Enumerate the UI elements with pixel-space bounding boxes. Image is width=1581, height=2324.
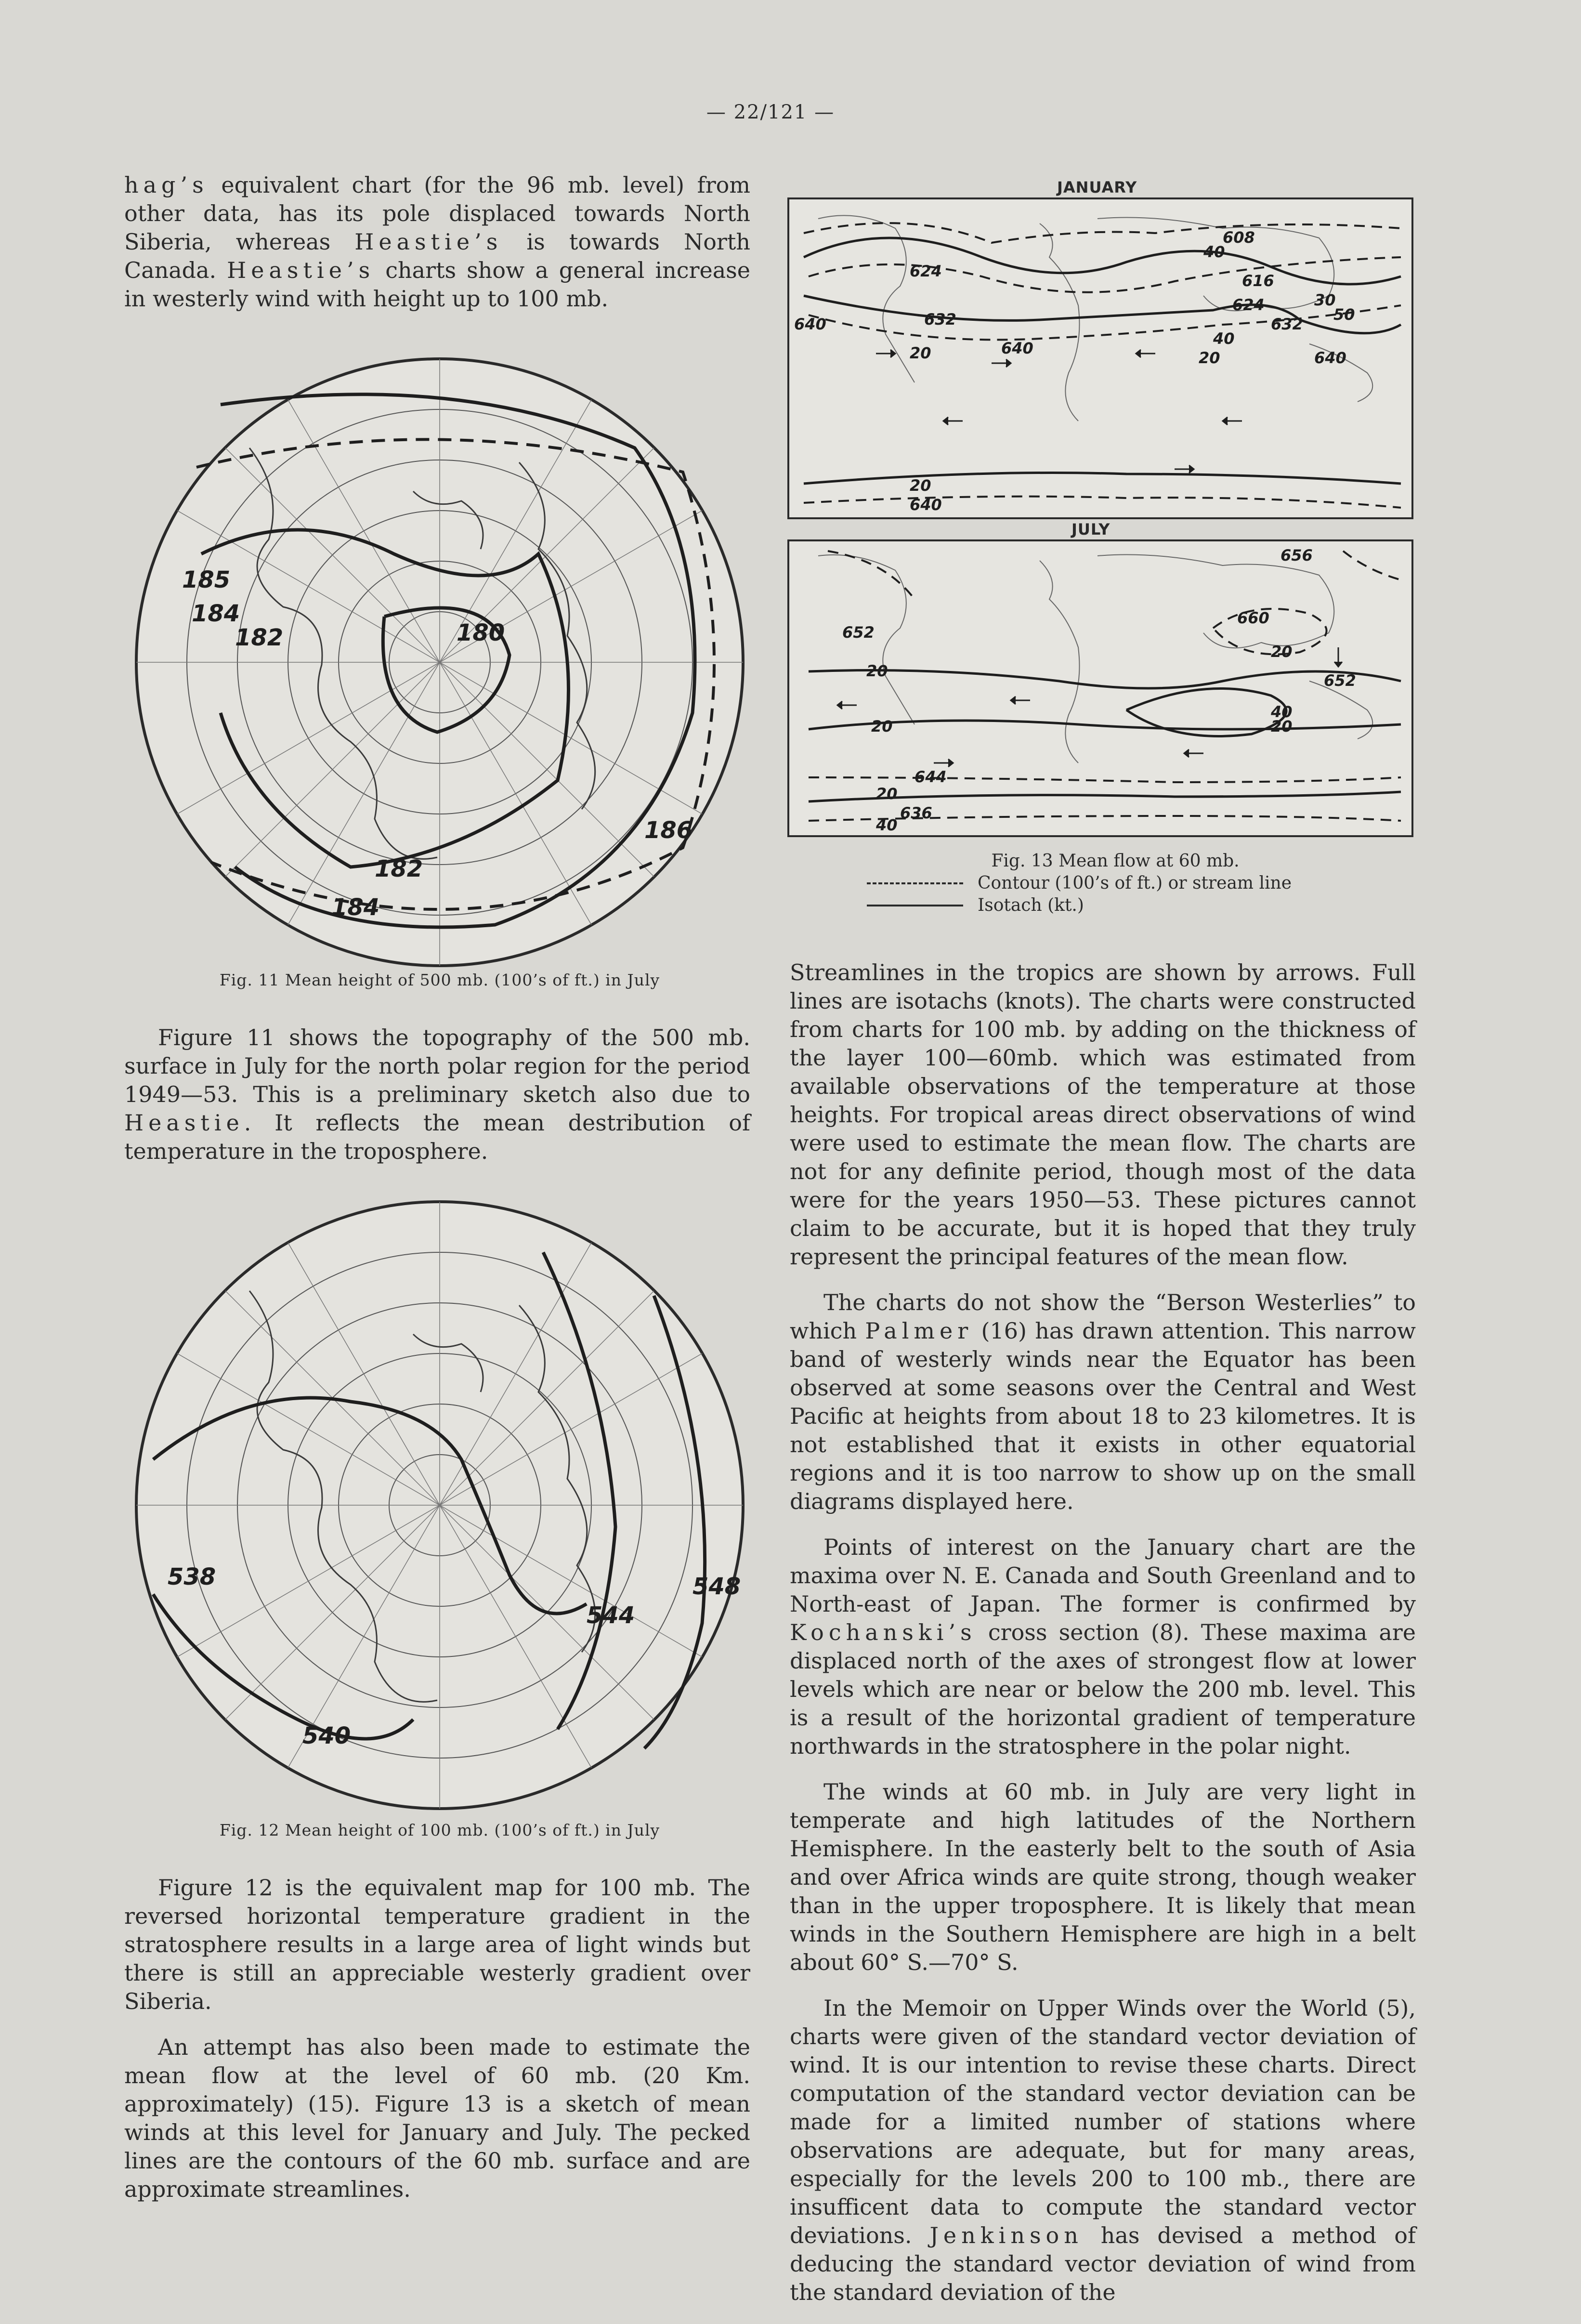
january-map-title: JANUARY <box>1057 178 1137 197</box>
author-name: Kochanski’s <box>790 1619 977 1645</box>
solid-line-swatch <box>867 905 963 906</box>
author-name: Heastie’s <box>227 257 375 283</box>
text-run: Figure 11 shows the topography of the 500 mb. surface in July for the north polar region for the period 1949—53. This is a preliminary sketch also due to <box>124 1024 750 1107</box>
july-map-title: JULY <box>1071 520 1111 538</box>
paragraph: An attempt has also been made to estimate the mean flow at the level of 60 mb. (20 Km. approximately) (15). Figure 13 is a sketch of mean winds at this level for January and July. The pecked lines are the contours of the 60 mb. surface and are approximate streamlines. <box>124 2034 750 2202</box>
july-label: 652 <box>842 623 875 642</box>
text-run: is towards North Canada. <box>124 229 750 283</box>
left-column-bottom <box>124 1874 750 2221</box>
fig13-maps <box>787 178 1413 848</box>
paragraph <box>790 1533 1416 1760</box>
july-label: 20 <box>1271 717 1293 735</box>
author-name: Heastie <box>124 1110 244 1136</box>
text-run: . It reflects the mean destribution of temperature in the troposphere. <box>124 1110 750 1164</box>
text-run: In the Memoir on Upper Winds over the World (5), charts were given of the standard vector deviation of wind. It is our intention to revise these charts. Direct computation of the standard vector deviation can be made for a limited number of stations where observations are adequate, but for many areas, especially for the levels 200 to 100 mb., there are insufficent data to compute the standard vector deviations. <box>790 1995 1416 2248</box>
paragraph <box>790 1994 1416 2307</box>
july-label: 636 <box>900 804 932 822</box>
fig12-polar-chart <box>124 1190 755 1821</box>
author-name: hag’s <box>124 172 209 198</box>
fig11-contour-label: 184 <box>192 600 240 627</box>
fig11-contour-label: 182 <box>375 855 423 882</box>
dashed-line-swatch <box>867 882 963 884</box>
january-label: 20 <box>1199 349 1220 367</box>
fig11-contour-label: 186 <box>644 817 693 844</box>
july-label: 40 <box>876 816 898 834</box>
paragraph: Figure 12 is the equivalent map for 100 mb. The reversed horizontal temperature gradient in the stratosphere results in a large area of light winds but there is still an appreciable westerly gradient over Siberia. <box>124 1875 750 2014</box>
july-label: 644 <box>915 768 947 786</box>
fig12-contour-label: 548 <box>693 1573 741 1600</box>
july-label: 20 <box>1271 643 1293 661</box>
right-column <box>790 958 1416 2324</box>
left-column-top <box>124 171 750 330</box>
fig12-contour-label: 538 <box>168 1563 216 1590</box>
january-label: 640 <box>1001 339 1033 357</box>
text-run: charts show a general increase in westerly wind with height up to 100 mb. <box>124 257 750 312</box>
fig11-contour-label: 182 <box>235 624 284 651</box>
paragraph <box>124 1024 750 1166</box>
january-label: 608 <box>1223 228 1255 247</box>
fig11-contour-label: 184 <box>331 894 380 921</box>
legend-label: Contour (100’s of ft.) or stream line <box>978 873 1292 893</box>
legend-row-dashed <box>867 872 1292 894</box>
january-label: 640 <box>910 496 942 514</box>
july-label: 652 <box>1324 671 1356 690</box>
january-label: 640 <box>1314 349 1346 367</box>
page-number: — 22/121 — <box>706 101 835 123</box>
author-name: Jenkinson <box>929 2222 1083 2248</box>
january-label: 40 <box>1203 243 1225 261</box>
text-run: The charts do not show the “Berson Westerlies” to which <box>790 1289 1416 1344</box>
fig11-contour-label: 180 <box>457 619 505 646</box>
fig11-contour-label: 185 <box>182 566 231 593</box>
january-label: 632 <box>1271 315 1303 333</box>
july-label: 660 <box>1237 609 1269 627</box>
author-name: Palmer <box>865 1318 973 1344</box>
january-label: 50 <box>1333 305 1355 324</box>
paragraph <box>790 1288 1416 1516</box>
january-label: 624 <box>1232 296 1265 314</box>
july-label: 656 <box>1280 546 1313 565</box>
fig11-polar-chart <box>124 347 755 978</box>
july-label: 20 <box>866 662 888 680</box>
july-world-map <box>787 539 1413 837</box>
legend-row-solid <box>867 894 1292 917</box>
july-label: 20 <box>876 785 898 803</box>
paragraph: Streamlines in the tropics are shown by arrows. Full lines are isotachs (knots). The charts were constructed from charts for 100 mb. by adding on the thickness of the layer 100—60mb. which was estimated from available observations of the temperature at those heights. For tropical areas direct observations of wind were used to estimate the mean flow. The charts are not for any definite period, though most of the data were for the years 1950—53. These pictures cannot claim to be accurate, but it is hoped that they truly represent the principal features of the mean flow. <box>790 959 1416 1270</box>
legend-label: Isotach (kt.) <box>978 895 1084 915</box>
text-run: cross section (8). These maxima are displaced north of the axes of strongest flow at lower levels which are near or below the 200 mb. level. This is a result of the horizontal gradient of temperature northwards in the stratosphere in the polar night. <box>790 1619 1416 1759</box>
fig13-caption: Fig. 13 Mean flow at 60 mb. <box>991 851 1240 871</box>
fig12-contour-label: 544 <box>587 1602 635 1629</box>
text-run: equivalent chart (for the 96 mb. level) from other data, has its pole displaced towards North Siberia, whereas <box>124 172 750 255</box>
text-run: (16) has drawn attention. This narrow band of westerly winds near the Equator has been observed at some seasons over the Central and West Pacific at heights from about 18 to 23 kilometres. It is not established that it exists in other equatorial regions and it is too narrow to show up on the small diagrams displayed here. <box>790 1318 1416 1514</box>
author-name: Heastie’s <box>354 229 503 255</box>
january-world-map <box>787 197 1413 519</box>
january-label: 30 <box>1314 291 1336 309</box>
paragraph: The winds at 60 mb. in July are very light in temperate and high latitudes of the Northern Hemisphere. In the easterly belt to the south of Asia and over Africa winds are quite strong, though weaker than in the upper troposphere. It is likely that mean winds in the Southern Hemisphere are high in a belt about 60° S.—70° S. <box>790 1779 1416 1975</box>
july-label: 40 <box>1271 703 1293 721</box>
july-label: 20 <box>871 717 893 735</box>
fig12-contour-label: 540 <box>302 1722 351 1749</box>
paragraph <box>124 171 750 313</box>
text-run: has devised a method of deducing the standard vector deviation of wind from the standard deviation of the <box>790 2222 1416 2305</box>
january-label: 640 <box>794 315 826 333</box>
january-label: 40 <box>1213 329 1235 348</box>
left-column-middle <box>124 1024 750 1183</box>
january-label: 20 <box>910 344 931 362</box>
january-label: 624 <box>910 262 942 280</box>
text-run: Points of interest on the January chart are the maxima over N. E. Canada and South Greenland and to North-east of Japan. The former is confirmed by <box>790 1534 1416 1617</box>
fig13-legend <box>867 850 1292 917</box>
january-label: 632 <box>924 310 956 328</box>
january-label: 616 <box>1242 272 1274 290</box>
fig12-caption: Fig. 12 Mean height of 100 mb. (100’s of ft.) in July <box>219 1821 660 1839</box>
january-label: 20 <box>910 476 931 495</box>
fig11-caption: Fig. 11 Mean height of 500 mb. (100’s of ft.) in July <box>219 971 660 989</box>
